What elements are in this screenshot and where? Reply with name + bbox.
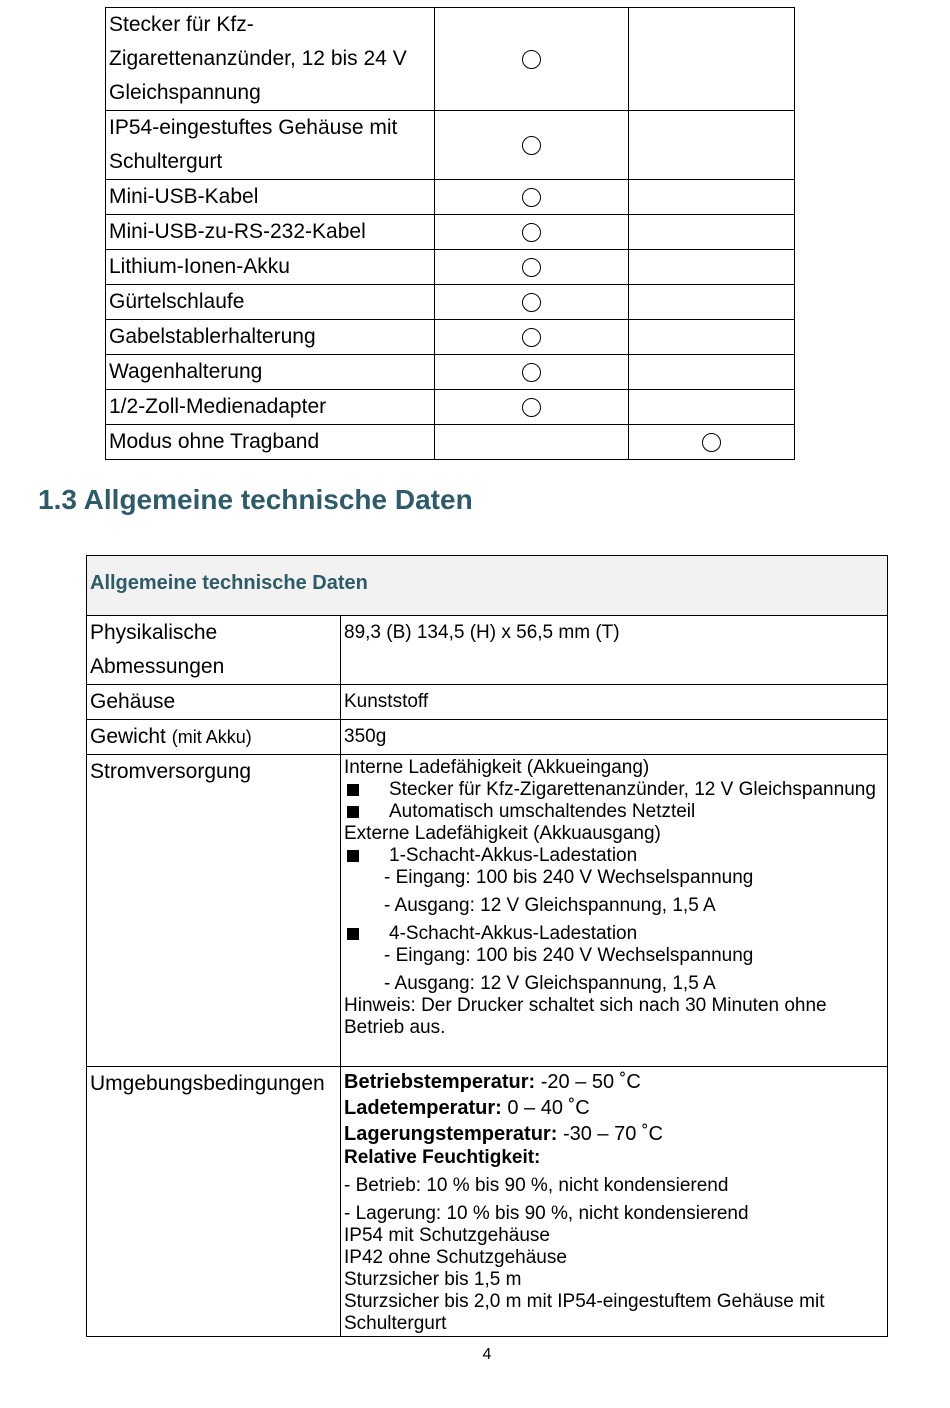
spec-header-row — [87, 556, 888, 616]
power-value — [341, 755, 888, 1067]
housing-label: Gehäuse — [87, 685, 341, 720]
storage-temperature — [344, 1121, 884, 1147]
humidity-storage: - Lagerung: 10 % bis 90 %, nicht kondensierend — [344, 1203, 749, 1224]
accessories-table — [105, 7, 795, 460]
standard-cell — [435, 250, 629, 285]
standard-cell — [435, 355, 629, 390]
housing-value: Kunststoff — [341, 685, 888, 720]
operating-temperature — [344, 1069, 884, 1095]
ip54-rating: IP54 mit Schutzgehäuse — [344, 1225, 550, 1246]
accessory-label: 1/2-Zoll-Medienadapter — [106, 390, 435, 425]
circle-icon — [522, 188, 541, 207]
humidity-operation: - Betrieb: 10 % bis 90 %, nicht kondensierend — [344, 1175, 729, 1196]
table-row — [106, 425, 795, 460]
standard-cell — [435, 390, 629, 425]
circle-icon — [522, 258, 541, 277]
option-cell — [629, 425, 795, 460]
environment-label: Umgebungsbedingungen — [87, 1067, 341, 1337]
charging-temperature — [344, 1095, 884, 1121]
option-cell — [629, 355, 795, 390]
accessory-label: Wagenhalterung — [106, 355, 435, 390]
power-label: Stromversorgung — [87, 755, 341, 1067]
table-row — [106, 285, 795, 320]
operating-temperature-label: Betriebstemperatur: — [344, 1071, 536, 1093]
accessory-label: Mini-USB-Kabel — [106, 180, 435, 215]
accessory-label: Lithium-Ionen-Akku — [106, 250, 435, 285]
weight-label: Gewicht — [90, 725, 166, 748]
table-row — [106, 320, 795, 355]
table-row — [106, 250, 795, 285]
option-cell — [629, 320, 795, 355]
charging-temperature-value: 0 – 40 ˚C — [507, 1097, 590, 1119]
weight-label-cell — [87, 720, 341, 755]
standard-cell — [435, 215, 629, 250]
storage-temperature-label: Lagerungstemperatur: — [344, 1123, 558, 1145]
circle-icon — [522, 293, 541, 312]
option-cell — [629, 8, 795, 111]
option-cell — [629, 390, 795, 425]
standard-cell — [435, 285, 629, 320]
table-row — [87, 685, 888, 720]
table-row — [87, 616, 888, 685]
weight-note: (mit Akku) — [171, 727, 252, 747]
standard-cell — [435, 111, 629, 180]
page-number: 4 — [482, 1346, 492, 1363]
standard-cell — [435, 180, 629, 215]
table-row — [106, 215, 795, 250]
standard-cell — [435, 8, 629, 111]
accessory-label: Mini-USB-zu-RS-232-Kabel — [106, 215, 435, 250]
accessory-label: Modus ohne Tragband — [106, 425, 435, 460]
charging-station-output: - Ausgang: 12 V Gleichspannung, 1,5 A — [384, 973, 716, 994]
dimensions-value: 89,3 (B) 134,5 (H) x 56,5 mm (T) — [341, 616, 888, 685]
accessory-label: Gürtelschlaufe — [106, 285, 435, 320]
accessory-label: Gabelstablerhalterung — [106, 320, 435, 355]
external-charging-title: Externe Ladefähigkeit (Akkuausgang) — [344, 823, 661, 844]
option-cell — [629, 250, 795, 285]
circle-icon — [522, 328, 541, 347]
charging-station-item: 1-Schacht-Akkus-Ladestation — [344, 845, 884, 867]
table-row — [87, 755, 888, 1067]
circle-icon — [522, 136, 541, 155]
internal-charging-item: Automatisch umschaltendes Netzteil — [344, 801, 884, 823]
section-heading: 1.3 Allgemeine technische Daten — [38, 484, 473, 515]
internal-charging-title: Interne Ladefähigkeit (Akkueingang) — [344, 757, 650, 778]
drop-rating-case: Sturzsicher bis 2,0 m mit IP54-eingestuftem Gehäuse mit Schultergurt — [344, 1291, 825, 1334]
table-row — [106, 180, 795, 215]
charging-station-input: - Eingang: 100 bis 240 V Wechselspannung — [384, 945, 754, 966]
table-row — [106, 111, 795, 180]
circle-icon — [522, 398, 541, 417]
option-cell — [629, 285, 795, 320]
weight-value: 350g — [341, 720, 888, 755]
accessory-label: IP54-eingestuftes Gehäuse mit Schultergurt — [106, 111, 435, 180]
dimensions-label: Physikalische Abmessungen — [87, 616, 341, 685]
humidity-label: Relative Feuchtigkeit: — [344, 1147, 541, 1168]
environment-value — [341, 1067, 888, 1337]
spec-table-header: Allgemeine technische Daten — [87, 556, 888, 616]
accessory-label: Stecker für Kfz-Zigarettenanzünder, 12 bis 24 V Gleichspannung — [106, 8, 435, 111]
charging-station-output: - Ausgang: 12 V Gleichspannung, 1,5 A — [384, 895, 716, 916]
circle-icon — [702, 433, 721, 452]
power-note: Hinweis: Der Drucker schaltet sich nach 30 Minuten ohne Betrieb aus. — [344, 995, 827, 1038]
charging-station-item: 4-Schacht-Akkus-Ladestation — [344, 923, 884, 945]
table-row — [106, 355, 795, 390]
standard-cell — [435, 320, 629, 355]
accessories-table-body — [106, 8, 795, 460]
standard-cell — [435, 425, 629, 460]
table-row — [106, 8, 795, 111]
circle-icon — [522, 223, 541, 242]
charging-station-input: - Eingang: 100 bis 240 V Wechselspannung — [384, 867, 754, 888]
option-cell — [629, 215, 795, 250]
ip42-rating: IP42 ohne Schutzgehäuse — [344, 1247, 567, 1268]
table-row — [87, 720, 888, 755]
circle-icon — [522, 363, 541, 382]
storage-temperature-value: -30 – 70 ˚C — [562, 1123, 663, 1145]
operating-temperature-value: -20 – 50 ˚C — [540, 1071, 641, 1093]
circle-icon — [522, 50, 541, 69]
table-row — [87, 1067, 888, 1337]
drop-rating: Sturzsicher bis 1,5 m — [344, 1269, 522, 1290]
table-row — [106, 390, 795, 425]
charging-temperature-label: Ladetemperatur: — [344, 1097, 502, 1119]
option-cell — [629, 180, 795, 215]
internal-charging-item: Stecker für Kfz-Zigarettenanzünder, 12 V Gleichspannung — [344, 779, 884, 801]
spec-table — [86, 555, 888, 1337]
option-cell — [629, 111, 795, 180]
